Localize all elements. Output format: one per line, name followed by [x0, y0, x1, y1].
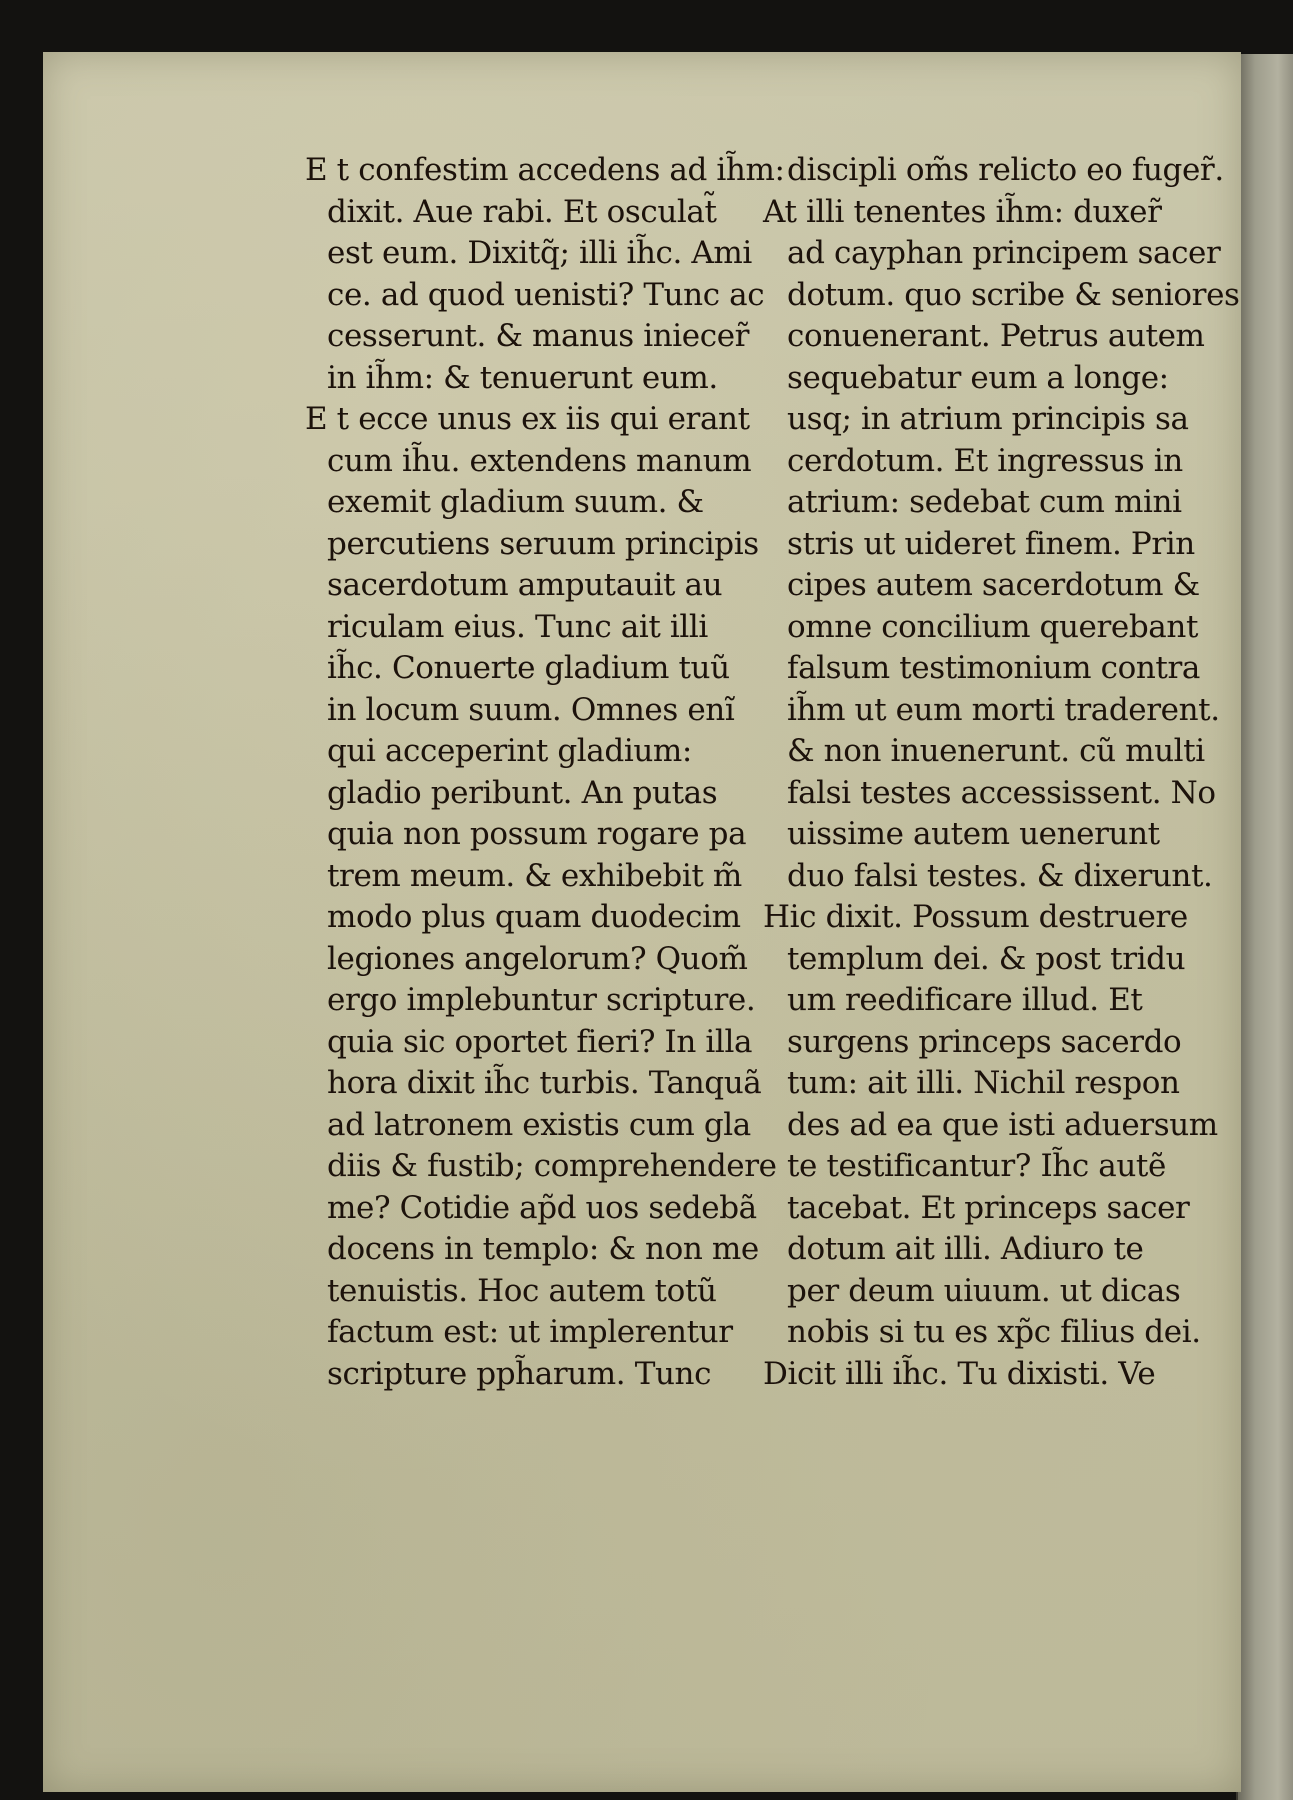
text-line: me? Cotidie ap̃d uos sedebã — [327, 1189, 757, 1226]
text-line: dixit. Aue rabi. Et osculat̃ — [327, 193, 717, 230]
text-line: factum est: ut implerentur — [327, 1314, 733, 1350]
text-line: omne concilium querebant — [787, 608, 1199, 645]
text-line: scripture pph̃arum. Tunc — [327, 1355, 712, 1392]
text-line: sacerdotum amputauit au — [327, 567, 723, 603]
text-line: ce. ad quod uenisti? Tunc ac — [327, 276, 765, 313]
text-line: falsi testes accessissent. No — [787, 774, 1216, 811]
manuscript-leaf — [43, 52, 1241, 1792]
text-line: docens in templo: & non me — [327, 1231, 759, 1267]
left-text-column — [305, 150, 785, 1395]
text-line: um reedificare illud. Et — [787, 982, 1143, 1018]
text-line: cesserunt. & manus iniecer̃ — [327, 318, 750, 354]
facing-page-edge — [1236, 54, 1293, 1800]
text-line: cum ih̃u. extendens manum — [327, 442, 752, 479]
text-line: qui acceperint gladium: — [327, 733, 692, 769]
text-line: tacebat. Et princeps sacer — [787, 1189, 1190, 1226]
text-line: uissime autem uenerunt — [787, 816, 1160, 852]
text-line: ih̃m ut eum morti traderent. — [787, 691, 1220, 728]
text-line: usq; in atrium principis sa — [787, 401, 1189, 437]
right-text-column — [763, 150, 1243, 1395]
text-line: discipli om̃s relicto eo fuger̃. — [787, 152, 1224, 188]
text-line: legiones angelorum? Quom̃ — [327, 940, 748, 977]
text-line: hora dixit ih̃c turbis. Tanquã — [327, 1065, 762, 1101]
text-line: stris ut uideret finem. Prin — [787, 525, 1195, 562]
text-line: falsum testimonium contra — [787, 650, 1200, 686]
text-line: E t ecce unus ex iis qui erant — [305, 401, 750, 437]
text-line: ad cayphan principem sacer — [787, 235, 1221, 271]
text-line: percutiens seruum principis — [327, 525, 759, 562]
text-line: quia sic oportet fieri? In illa — [327, 1023, 753, 1060]
text-line: dotum. quo scribe & seniores — [787, 276, 1240, 313]
text-line: est eum. Dixitq̃; illi ih̃c. Ami — [327, 235, 752, 271]
text-line: te testificantur? Ih̃c autẽ — [787, 1148, 1166, 1184]
text-line: Hic dixit. Possum destruere — [763, 899, 1188, 935]
text-line: conuenerant. Petrus autem — [787, 318, 1205, 354]
text-line: duo falsi testes. & dixerunt. — [787, 857, 1213, 894]
text-line: diis & fustib; comprehendere — [327, 1148, 777, 1184]
text-line: cerdotum. Et ingressus in — [787, 442, 1183, 479]
text-line: At illi tenentes ih̃m: duxer̃ — [763, 193, 1162, 230]
text-line: sequebatur eum a longe: — [787, 359, 1169, 396]
text-line: per deum uiuum. ut dicas — [787, 1272, 1181, 1309]
text-line: E t confestim accedens ad ih̃m: — [305, 152, 785, 188]
text-line: quia non possum rogare pa — [327, 816, 747, 852]
text-line: cipes autem sacerdotum & — [787, 567, 1200, 603]
text-line: tum: ait illi. Nichil respon — [787, 1065, 1180, 1101]
text-line: atrium: sedebat cum mini — [787, 484, 1182, 520]
text-line: ergo implebuntur scripture. — [327, 982, 756, 1018]
text-line: & non inuenerunt. cũ multi — [787, 733, 1205, 769]
text-line: nobis si tu es xp̃c filius dei. — [787, 1314, 1201, 1350]
text-line: trem meum. & exhibebit m̃ — [327, 857, 742, 894]
text-line: Dicit illi ih̃c. Tu dixisti. Ve — [763, 1355, 1156, 1392]
text-line: ad latronem existis cum gla — [327, 1106, 751, 1143]
text-line: tenuistis. Hoc autem totũ — [327, 1272, 717, 1309]
text-line: gladio peribunt. An putas — [327, 774, 718, 811]
text-line: riculam eius. Tunc ait illi — [327, 608, 708, 645]
text-line: templum dei. & post tridu — [787, 940, 1186, 977]
text-line: in ih̃m: & tenuerunt eum. — [327, 359, 718, 396]
text-line: surgens princeps sacerdo — [787, 1023, 1182, 1060]
text-line: exemit gladium suum. & — [327, 484, 704, 520]
text-line: in locum suum. Omnes enĩ — [327, 691, 735, 728]
text-line: des ad ea que isti aduersum — [787, 1106, 1218, 1143]
text-line: ih̃c. Conuerte gladium tuũ — [327, 650, 730, 686]
text-line: dotum ait illi. Adiuro te — [787, 1231, 1144, 1267]
text-line: modo plus quam duodecim — [327, 899, 741, 935]
